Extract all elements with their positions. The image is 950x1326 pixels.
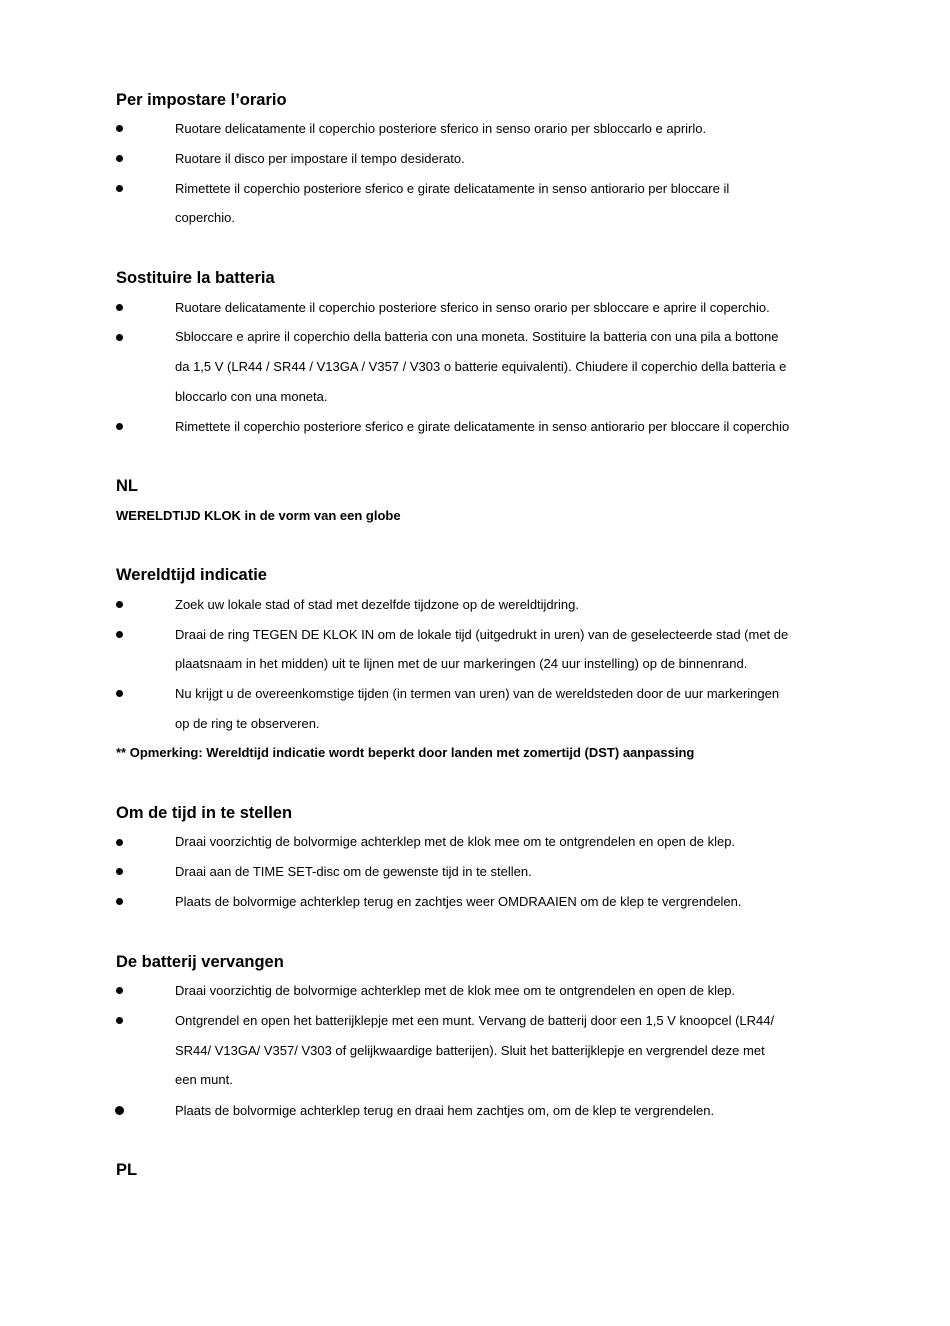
bullet-icon xyxy=(115,1016,125,1026)
section-heading-battery-nl: De batterij vervangen xyxy=(116,953,284,971)
language-heading-nl: NL xyxy=(116,477,138,495)
bullet-icon xyxy=(115,867,125,877)
list-item: Rimettete il coperchio posteriore sferico e girate delicatamente in senso antiorario per bloccare il xyxy=(175,181,730,196)
list-item: Ruotare delicatamente il coperchio posteriore sferico in senso orario per sbloccarlo e aprirlo. xyxy=(175,121,707,136)
bullet-icon xyxy=(115,600,125,610)
section-heading-set-time-it: Per impostare l’orario xyxy=(116,91,287,109)
bullet-icon xyxy=(115,1106,125,1116)
list-item-continuation: da 1,5 V (LR44 / SR44 / V13GA / V357 / V303 o batterie equivalenti). Chiudere il coperchio della batteria e xyxy=(175,359,787,374)
list-item: Ruotare il disco per impostare il tempo desiderato. xyxy=(175,151,465,166)
list-item: Nu krijgt u de overeenkomstige tijden (in termen van uren) van de wereldsteden door de uur markeringen xyxy=(175,686,780,701)
bullet-icon xyxy=(115,630,125,640)
list-item: Draai de ring TEGEN DE KLOK IN om de lokale tijd (uitgedrukt in uren) van de geselecteerde stad (met de xyxy=(175,627,789,642)
product-title-nl: WERELDTIJD KLOK in de vorm van een globe xyxy=(116,508,401,523)
list-item-continuation: bloccarlo con una moneta. xyxy=(175,389,328,404)
bullet-icon xyxy=(115,689,125,699)
bullet-icon xyxy=(115,124,125,134)
bullet-icon xyxy=(115,838,125,848)
list-item-continuation: coperchio. xyxy=(175,210,235,225)
list-item: Zoek uw lokale stad of stad met dezelfde tijdzone op de wereldtijdring. xyxy=(175,597,579,612)
list-item: Sbloccare e aprire il coperchio della batteria con una moneta. Sostituire la batteria con una pila a bottone xyxy=(175,329,779,344)
note-text: ** Opmerking: Wereldtijd indicatie wordt beperkt door landen met zomertijd (DST) aanpassing xyxy=(116,745,695,760)
list-item: Draai voorzichtig de bolvormige achterklep met de klok mee om te ontgrendelen en open de klep. xyxy=(175,983,736,998)
list-item: Rimettete il coperchio posteriore sferico e girate delicatamente in senso antiorario per bloccare il coperchio xyxy=(175,419,790,434)
bullet-icon xyxy=(115,897,125,907)
list-item-continuation: plaatsnaam in het midden) uit te lijnen met de uur markeringen (24 uur instelling) op de binnenrand. xyxy=(175,656,748,671)
bullet-icon xyxy=(115,986,125,996)
bullet-icon xyxy=(115,184,125,194)
list-item: Draai voorzichtig de bolvormige achterklep met de klok mee om te ontgrendelen en open de klep. xyxy=(175,834,736,849)
bullet-icon xyxy=(115,333,125,343)
bullet-icon xyxy=(115,422,125,432)
list-item-continuation: een munt. xyxy=(175,1072,233,1087)
list-item-continuation: op de ring te observeren. xyxy=(175,716,320,731)
list-item: Ruotare delicatamente il coperchio posteriore sferico in senso orario per sbloccare e aprire il coperchio. xyxy=(175,300,770,315)
list-item: Plaats de bolvormige achterklep terug en draai hem zachtjes om, om de klep te vergrendelen. xyxy=(175,1103,715,1118)
list-item: Draai aan de TIME SET-disc om de gewenste tijd in te stellen. xyxy=(175,864,532,879)
list-item-continuation: SR44/ V13GA/ V357/ V303 of gelijkwaardige batterijen). Sluit het batterijklepje en vergrendel deze met xyxy=(175,1043,765,1058)
bullet-icon xyxy=(115,303,125,313)
list-item: Ontgrendel en open het batterijklepje met een munt. Vervang de batterij door een 1,5 V knoopcel (LR44/ xyxy=(175,1013,775,1028)
section-heading-set-time-nl: Om de tijd in te stellen xyxy=(116,804,293,822)
list-item: Plaats de bolvormige achterklep terug en zachtjes weer OMDRAAIEN om de klep te vergrendelen. xyxy=(175,894,742,909)
bullet-icon xyxy=(115,154,125,164)
section-heading-battery-it: Sostituire la batteria xyxy=(116,269,275,287)
section-heading-world-time: Wereldtijd indicatie xyxy=(116,566,267,584)
language-heading-pl: PL xyxy=(116,1161,138,1179)
